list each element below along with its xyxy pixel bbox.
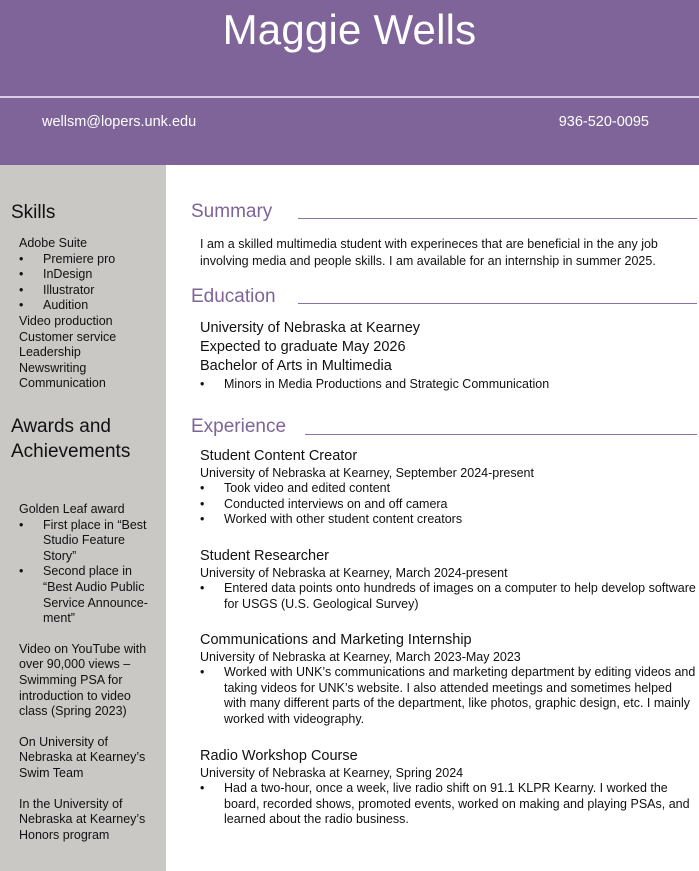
job-entry	[200, 747, 697, 828]
skill-item: Adobe Suite	[19, 236, 88, 250]
degree: Bachelor of Arts in Multimedia	[200, 358, 392, 374]
job-bullets	[200, 481, 697, 528]
skill-item: • Audition	[19, 298, 151, 314]
skill-item: Customer service	[19, 329, 117, 344]
job-bullets	[200, 581, 697, 612]
award-item: In the University of Nebraska at Kearney’s Honors program	[19, 796, 146, 842]
skills-list	[19, 236, 151, 392]
award-item: • Second place in “Best Audio Public Service Announce-ment”	[19, 564, 151, 626]
job-bullet: • Conducted interviews on and off camera	[200, 497, 697, 513]
summary-heading: Summary	[191, 201, 273, 222]
job-entry	[200, 547, 697, 612]
adobe-list	[19, 252, 151, 314]
phone-text: 936-520-0095	[558, 114, 649, 130]
skill-item: • Illustrator	[19, 283, 151, 299]
job-bullets	[200, 781, 697, 828]
experience-heading: Experience	[191, 416, 287, 437]
skill-item: Communication	[19, 376, 106, 391]
job-bullet: • Worked with other student content creators	[200, 512, 697, 528]
graduation-date: Expected to graduate May 2026	[200, 339, 406, 355]
job-bullet: • Took video and edited content	[200, 481, 697, 497]
job-org: University of Nebraska at Kearney, March 2024-present	[200, 566, 508, 580]
job-bullet: • Entered data points onto hundreds of images on a computer to help develop software for USGS (U.S. Geological Survey)	[200, 581, 697, 612]
award-item: Video on YouTube with over 90,000 views – Swimming PSA for introduction to video class (Spring 2023)	[19, 641, 147, 719]
job-entry	[200, 447, 697, 528]
school-name: University of Nebraska at Kearney	[200, 320, 421, 336]
job-bullet: • Had a two-hour, once a week, live radio shift on 91.1 KLPR Kearny. I worked the board, recorded shows, promoted events, worked on making and playing PSAs, and learned about the radio business.	[200, 781, 697, 828]
skill-item: • InDesign	[19, 267, 151, 283]
education-heading: Education	[191, 286, 276, 307]
page-title: Maggie Wells	[222, 6, 477, 53]
job-title: Student Content Creator	[200, 448, 358, 464]
minors-item: • Minors in Media Productions and Strategic Communication	[200, 377, 697, 393]
awards-list	[19, 502, 151, 843]
summary-rule	[298, 218, 697, 219]
job-entry	[200, 631, 697, 727]
job-org: University of Nebraska at Kearney, March 2023-May 2023	[200, 650, 521, 664]
job-bullet: • Worked with UNK’s communications and marketing department by editing videos and taking videos for UNK’s website. I also attended meetings and sometimes helped with many different parts of the department, like photos, graphic design, etc. I mainly worked with videography.	[200, 665, 697, 727]
award-item: Golden Leaf award	[19, 502, 125, 516]
contact-bar	[0, 98, 699, 165]
skill-item: • Premiere pro	[19, 252, 151, 268]
minors-list	[200, 377, 697, 393]
award-item: • First place in “Best Studio Feature Story”	[19, 518, 151, 565]
job-title: Radio Workshop Course	[200, 748, 358, 764]
job-bullets	[200, 665, 697, 727]
skill-item: Newswriting	[19, 360, 87, 375]
experience-rule	[305, 434, 697, 435]
award-item: On University of Nebraska at Kearney’s Swim Team	[19, 734, 146, 780]
skills-heading: Skills	[11, 202, 56, 223]
job-title: Student Researcher	[200, 548, 329, 564]
education-rule	[298, 303, 697, 304]
job-org: University of Nebraska at Kearney, September 2024-present	[200, 466, 534, 480]
email-text: wellsm@lopers.unk.edu	[42, 114, 197, 130]
skill-item: Leadership	[19, 345, 81, 360]
golden-leaf-list	[19, 518, 151, 627]
summary-text: I am a skilled multimedia student with experineces that are beneficial in the any job involving media and people skills. I am available for an internship in summer 2025.	[200, 237, 658, 268]
job-title: Communications and Marketing Internship	[200, 632, 472, 648]
job-org: University of Nebraska at Kearney, Spring 2024	[200, 766, 464, 780]
education-block	[200, 319, 697, 393]
skill-item: Video production	[19, 313, 113, 328]
awards-heading: Awards and Achievements	[11, 416, 131, 462]
